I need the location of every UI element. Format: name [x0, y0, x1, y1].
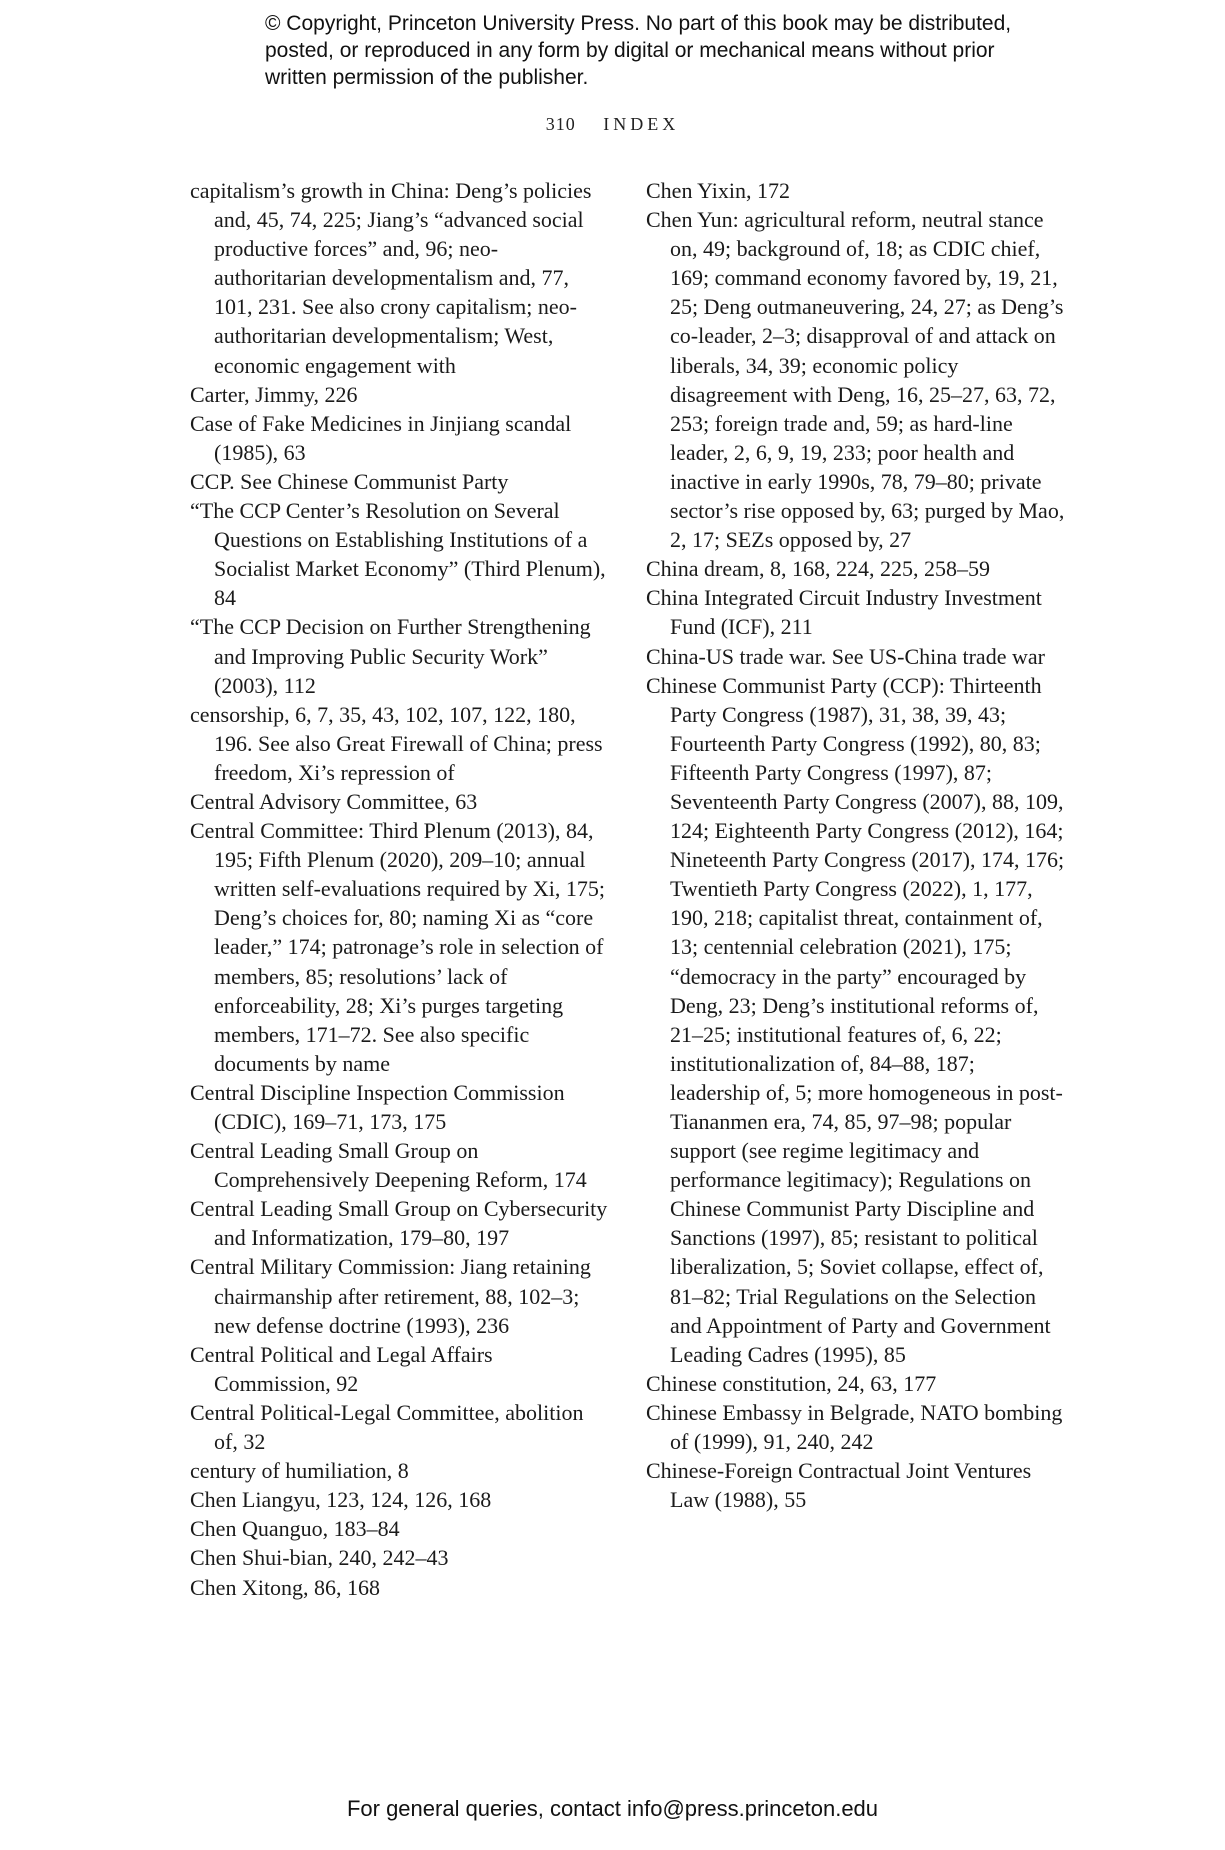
index-entry: Central Political-Legal Committee, abolition of, 32 [190, 1399, 584, 1455]
running-head [0, 114, 1225, 135]
index-column-left [190, 176, 610, 1602]
index-entry: Chen Quanguo, 183–84 [190, 1516, 400, 1542]
index-entry: Carter, Jimmy, 226 [190, 381, 358, 407]
index-entry: Central Leading Small Group on Comprehensively Deepening Reform, 174 [190, 1138, 587, 1193]
index-entry: China dream, 8, 168, 224, 225, 258–59 [646, 556, 991, 582]
index-column-right [646, 176, 1066, 1514]
index-entry: capitalism’s growth in China: Deng’s policies and, 45, 74, 225; Jiang’s “advanced social productive forces” and, 96; neo-authoritarian developmentalism and, 77, 101, 231. See also crony capitalism; neo-authoritarian developmentalism; West, economic engagement with [190, 178, 592, 378]
index-entry: century of humiliation, 8 [190, 1458, 409, 1484]
section-title: INDEX [603, 114, 680, 134]
index-entry: Chen Xitong, 86, 168 [190, 1574, 381, 1600]
index-entry: Chinese Embassy in Belgrade, NATO bombing of (1999), 91, 240, 242 [646, 1399, 1063, 1455]
index-entry: China Integrated Circuit Industry Investment Fund (ICF), 211 [646, 585, 1042, 640]
index-entry: Chinese constitution, 24, 63, 177 [646, 1370, 937, 1396]
index-entry: Chen Liangyu, 123, 124, 126, 168 [190, 1487, 492, 1513]
index-entry: Central Committee: Third Plenum (2013), 84, 195; Fifth Plenum (2020), 209–10; annual written self-evaluations required by Xi, 175; Deng’s choices for, 80; naming Xi as “core leader,” 174; patronage’s role in selection of members, 85; resolutions’ lack of enforceability, 28; Xi’s purges targeting members, 171–72. See also specific documents by name [190, 818, 606, 1076]
index-entry: Chinese-Foreign Contractual Joint Ventures Law (1988), 55 [646, 1458, 1032, 1513]
index-entry: “The CCP Center’s Resolution on Several Questions on Establishing Institutions of a Socialist Market Economy” (Third Plenum), 84 [190, 498, 606, 611]
index-entry: “The CCP Decision on Further Strengthening and Improving Public Security Work” (2003), 112 [190, 614, 591, 698]
index-entry: Chinese Communist Party (CCP): Thirteenth Party Congress (1987), 31, 38, 39, 43; Fourteenth Party Congress (1992), 80, 83; Fifteenth Party Congress (1997), 87; Seventeenth Party Congress (2007), 88, 109, 124; Eighteenth Party Congress (2012), 164; Nineteenth Party Congress (2017), 174, 176; Twentieth Party Congress (2022), 1, 177, 190, 218; capitalist threat, containment of, 13; centennial celebration (2021), 175; “democracy in the party” encouraged by Deng, 23; Deng’s institutional reforms of, 21–25; institutional features of, 6, 22; institutionalization of, 84–88, 187; leadership of, 5; more homogeneous in post-Tiananmen era, 74, 85, 97–98; popular support (see regime legitimacy and performance legitimacy); Regulations on Chinese Communist Party Discipline and Sanctions (1997), 85; resistant to political liberalization, 5; Soviet collapse, effect of, 81–82; Trial Regulations on the Selection and Appointment of Party and Government Leading Cadres (1995), 85 [646, 672, 1065, 1367]
index-entry: Central Advisory Committee, 63 [190, 788, 478, 814]
index-entry: Central Leading Small Group on Cybersecurity and Informatization, 179–80, 197 [190, 1196, 608, 1251]
footer-contact: For general queries, contact info@press.princeton.edu [346, 1796, 879, 1821]
index-entry: Central Military Commission: Jiang retaining chairmanship after retirement, 88, 102–3; new defense doctrine (1993), 236 [190, 1254, 591, 1338]
index-entry: Chen Yixin, 172 [646, 178, 791, 203]
page-number: 310 [545, 114, 576, 134]
index-entry: CCP. See Chinese Communist Party [190, 468, 509, 494]
index-entry: China-US trade war. See US-China trade war [646, 643, 1045, 669]
index-entry: Chen Shui-bian, 240, 242–43 [190, 1545, 449, 1571]
index-entry: Central Political and Legal Affairs Commission, 92 [190, 1341, 493, 1396]
copyright-notice: © Copyright, Princeton University Press. No part of this book may be distributed, posted, or reproduced in any form by digital or mechanical means without prior written permission of the publisher. [265, 12, 1012, 89]
index-entry: Case of Fake Medicines in Jinjiang scandal (1985), 63 [190, 410, 572, 465]
index-entry: censorship, 6, 7, 35, 43, 102, 107, 122, 180, 196. See also Great Firewall of China; press freedom, Xi’s repression of [190, 701, 603, 785]
index-entry: Central Discipline Inspection Commission (CDIC), 169–71, 173, 175 [190, 1079, 565, 1134]
index-entry: Chen Yun: agricultural reform, neutral stance on, 49; background of, 18; as CDIC chief, 169; command economy favored by, 19, 21, 25; Deng outmaneuvering, 24, 27; as Deng’s co-leader, 2–3; disapproval of and attack on liberals, 34, 39; economic policy disagreement with Deng, 16, 25–27, 63, 72, 253; foreign trade and, 59; as hard-line leader, 2, 6, 9, 19, 233; poor health and inactive in early 1990s, 78, 79–80; private sector’s rise opposed by, 63; purged by Mao, 2, 17; SEZs opposed by, 27 [646, 207, 1065, 553]
